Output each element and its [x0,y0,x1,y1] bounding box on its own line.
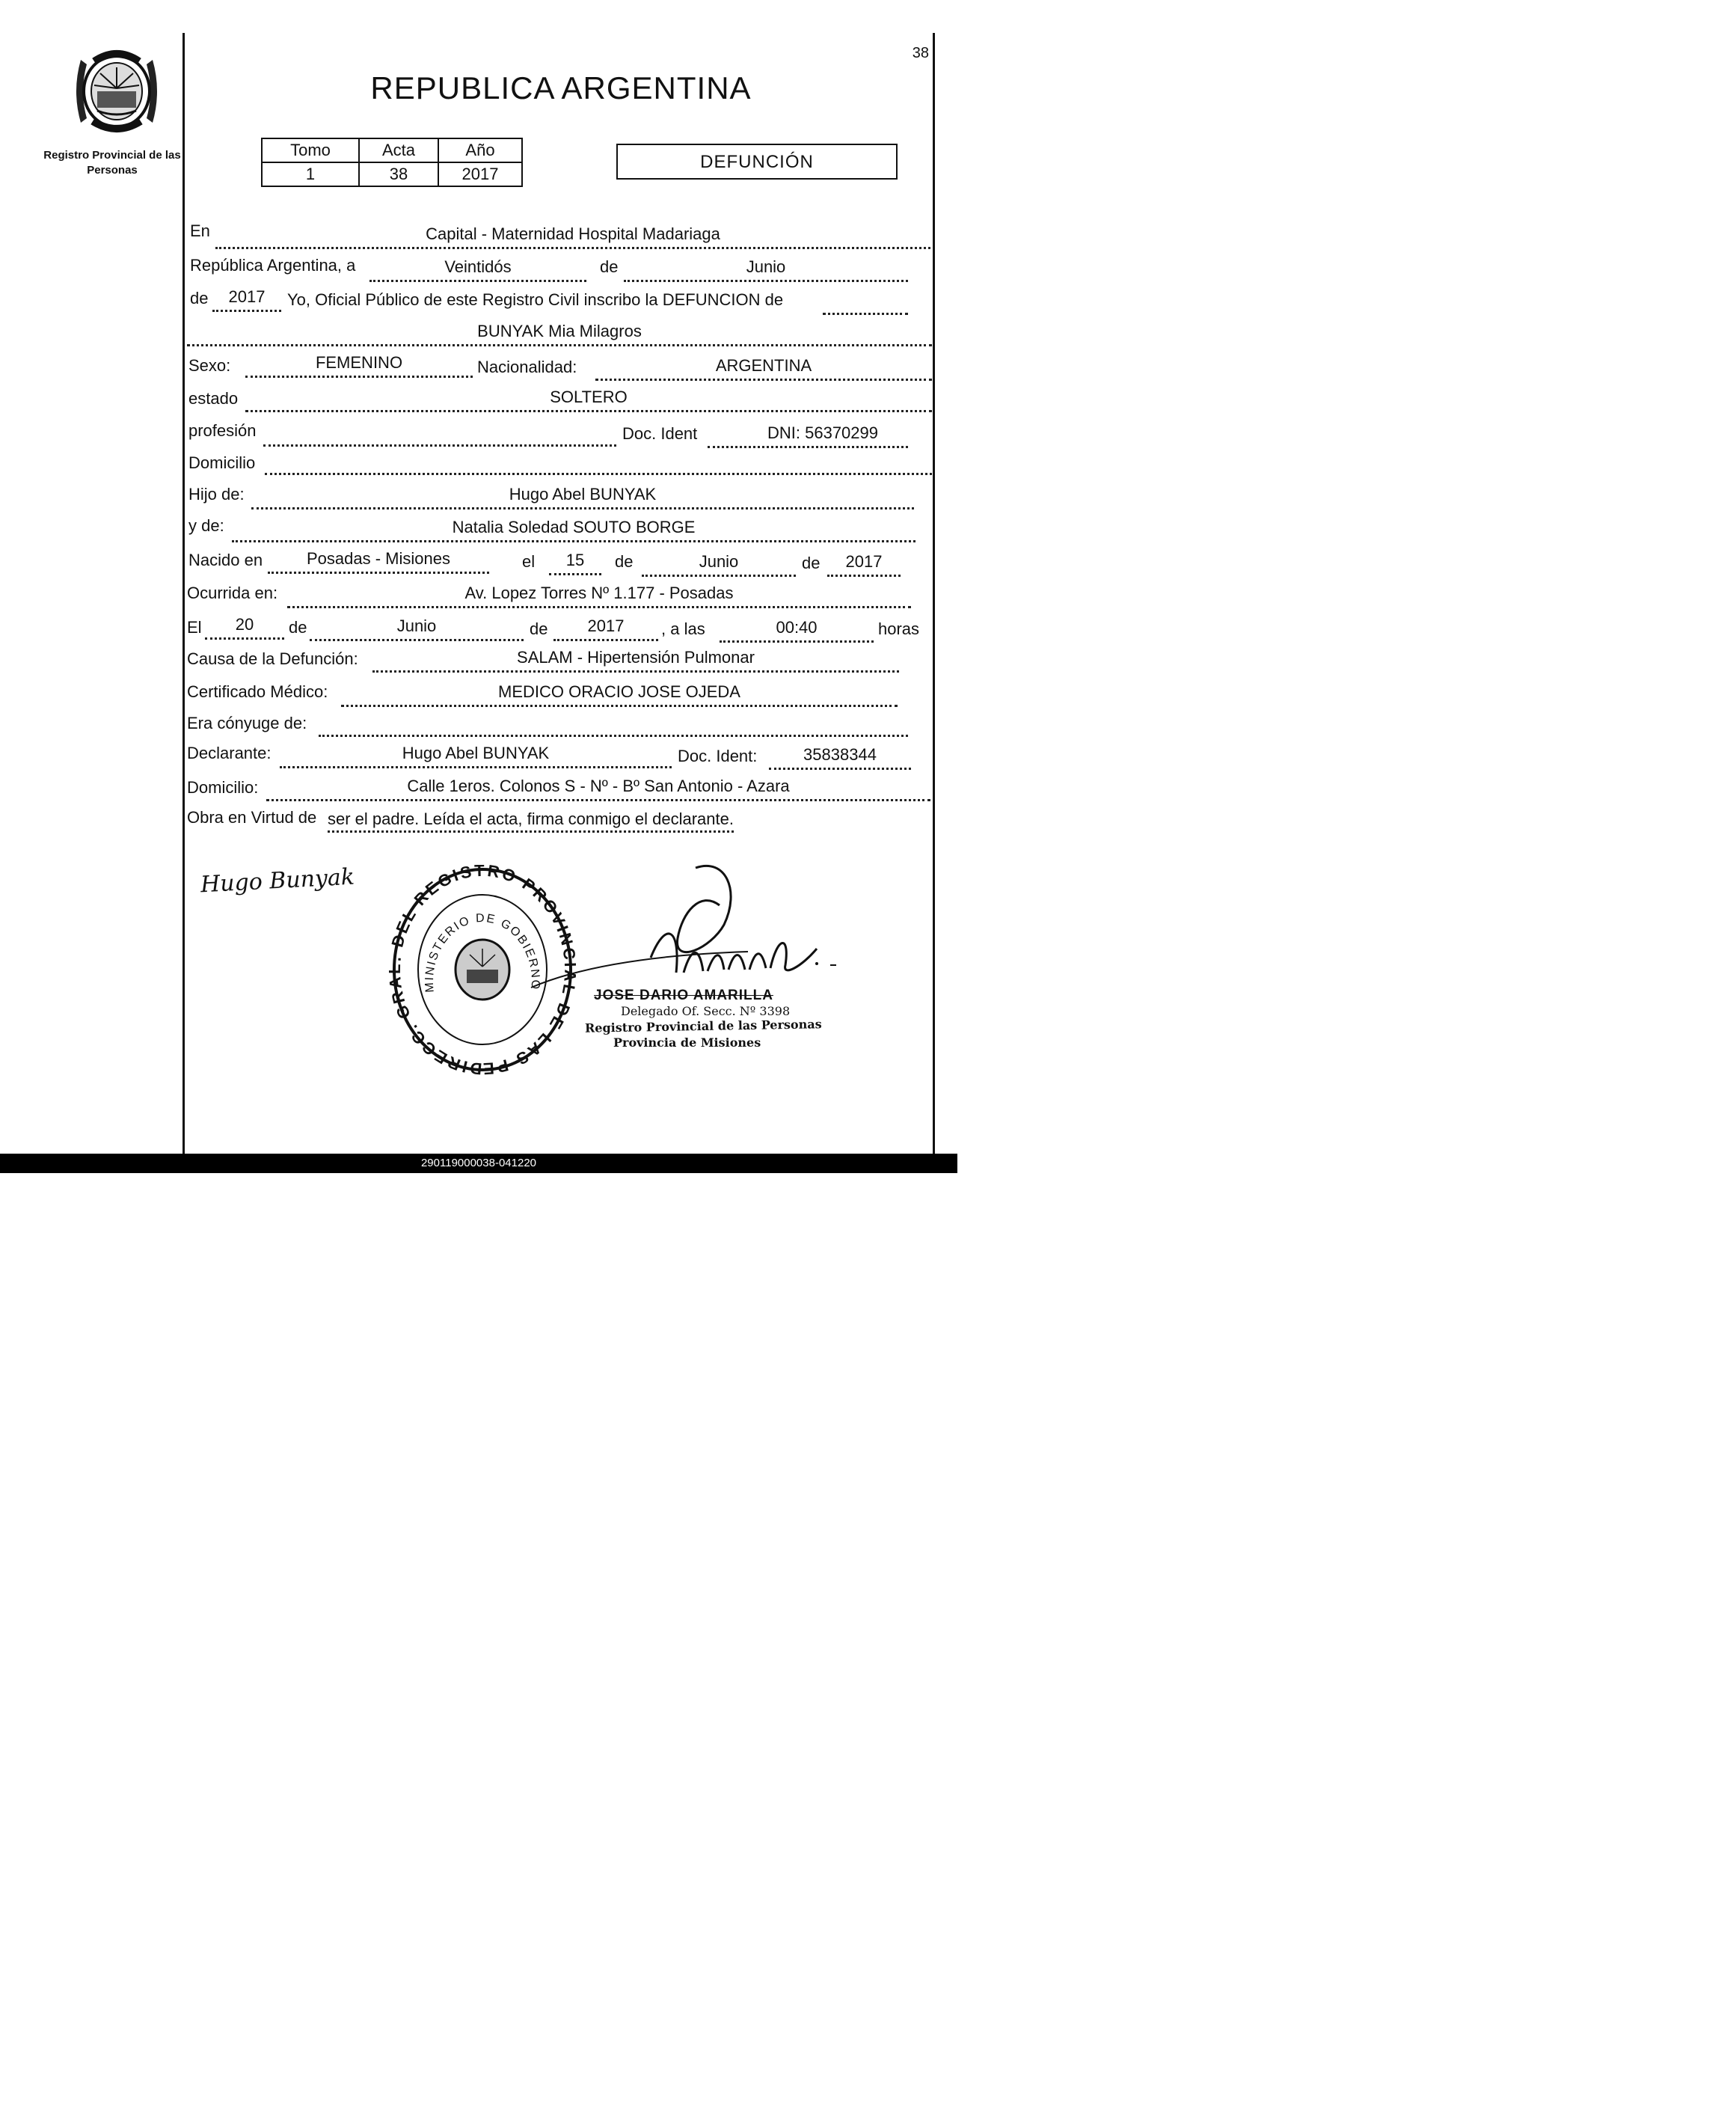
header-tomo: Tomo [262,138,359,162]
causa-field [372,648,899,673]
nacido-mes-field [642,552,796,577]
place-value: Capital - Maternidad Hospital Madariaga [426,224,720,243]
right-margin-rule [933,33,935,1155]
decl-domicilio-label: Domicilio: [187,778,259,797]
horas-label: horas [878,619,920,638]
nacido-de1-label: de [615,552,634,571]
day-value: Veintidós [444,257,512,276]
year-field [212,287,281,312]
officer-registry: Registro Provincial de las Personas [584,1017,822,1035]
value-tomo: 1 [262,162,359,186]
nacido-dia-value: 15 [565,551,585,569]
nacido-mes-value: Junio [699,552,739,571]
footer-code: 290119000038-041220 [0,1154,957,1173]
sexo-field [245,353,473,378]
registry-name: Registro Provincial de las Personas [43,149,181,177]
decl-domicilio-field [266,777,930,801]
declarante-label: Declarante: [187,744,272,762]
deceased-name-field [187,322,932,346]
decl-domicilio-value: Calle 1eros. Colonos S - Nº - Bº San Antonio - Azara [407,777,790,795]
de-label: de [600,257,619,276]
month-field [624,257,908,282]
doc-ident-label: Doc. Ident [622,424,698,443]
ocurrida-field [287,584,911,608]
nacido-anio-field [827,552,901,577]
ocurrida-label: Ocurrida en: [187,584,278,602]
republica-label: República Argentina, a [190,256,356,275]
muerte-dia-field [205,615,284,640]
nacionalidad-field [595,356,932,381]
muerte-anio-field [553,616,658,641]
sexo-label: Sexo: [188,356,231,375]
muerte-hora-field [720,618,874,643]
declarante-field [280,744,672,768]
officer-name: JOSE DARIO AMARILLA [594,988,773,1003]
causa-label: Causa de la Defunción: [187,649,358,668]
domicilio-label: Domicilio [188,453,256,472]
madre-field [232,518,915,542]
value-anio: 2017 [438,162,522,186]
muerte-de2-label: de [530,619,548,638]
place-field [215,224,930,249]
estado-label: estado [188,389,239,408]
day-field [369,257,586,282]
profesion-field [263,422,616,447]
document-type-box: DEFUNCIÓN [616,144,898,180]
estado-field [245,388,932,412]
en-label: En [190,221,210,240]
padre-value: Hugo Abel BUNYAK [509,485,657,504]
country-title: REPUBLICA ARGENTINA [370,70,752,105]
domicilio-field [265,450,932,475]
officer-province: Provincia de Misiones [613,1035,761,1050]
deceased-name: BUNYAK Mia Milagros [477,322,642,340]
volume-table [261,138,523,187]
value-acta: 38 [359,162,438,186]
estado-value: SOLTERO [550,388,628,406]
certificado-field [341,682,898,707]
page-number: 38 [912,45,929,61]
nacido-anio-value: 2017 [845,552,883,571]
sexo-value: FEMENINO [315,353,403,372]
ocurrida-value: Av. Lopez Torres Nº 1.177 - Posadas [464,584,734,602]
header-acta: Acta [359,138,438,162]
decl-doc-field [769,745,911,770]
profesion-label: profesión [188,421,257,440]
muerte-dia-value: 20 [235,615,254,634]
year-value: 2017 [228,287,266,306]
conyuge-field [319,712,908,737]
stamp-ring-text: DIRECC. GR DEL REGISTRO PROVIN DE LAS PE [389,865,576,1079]
officer-title: Delegado Of. Secc. Nº 3398 [621,1004,791,1018]
padre-field [251,485,914,509]
certificado-value: MEDICO ORACIO JOSE OJEDA [498,682,740,701]
year-label: de [190,289,209,307]
nacionalidad-value: ARGENTINA [715,356,812,375]
decl-doc-value: 35838344 [803,745,877,764]
officer-signature [524,860,838,1003]
declarante-value: Hugo Abel BUNYAK [402,744,550,762]
obra-prefix: Obra en Virtud de [187,808,317,827]
month-value: Junio [746,257,786,276]
muerte-anio-value: 2017 [587,616,625,635]
muerte-hora-value: 00:40 [776,618,818,637]
inscribo-trailing-field [823,290,908,315]
muerte-el-label: El [187,618,202,637]
obra-text: ser el padre. Leída el acta, firma conmigo el declarante. [328,810,734,833]
hijo-label: Hijo de: [188,485,245,504]
nacionalidad-label: Nacionalidad: [477,358,577,376]
nacido-el-label: el [522,552,536,571]
decl-doc-label: Doc. Ident: [678,747,758,765]
doc-ident-value: DNI: 56370299 [767,423,878,442]
stamp-inner-text: MINISTERIO DE GOBIERNO [423,911,542,994]
inscribo-text: Yo, Oficial Público de este Registro Civil inscribo la DEFUNCION de [287,290,784,309]
yde-label: y de: [188,516,224,535]
nacido-lugar-field [268,549,489,574]
certificado-label: Certificado Médico: [187,682,328,701]
nacido-dia-field [549,551,601,575]
nacido-de2-label: de [802,554,821,572]
muerte-mes-field [310,616,524,641]
header-anio: Año [438,138,522,162]
madre-value: Natalia Soledad SOUTO BORGE [452,518,696,536]
left-margin-rule [183,33,185,1155]
nacido-lugar-value: Posadas - Misiones [307,549,450,568]
nacido-label: Nacido en [188,551,263,569]
doc-ident-field [708,423,908,448]
muerte-mes-value: Junio [396,616,437,635]
muerte-de1-label: de [289,618,307,637]
alas-label: , a las [661,619,705,638]
conyuge-label: Era cónyuge de: [187,714,307,732]
declarant-signature: Hugo Bunyak [200,863,355,899]
causa-value: SALAM - Hipertensión Pulmonar [517,648,755,667]
